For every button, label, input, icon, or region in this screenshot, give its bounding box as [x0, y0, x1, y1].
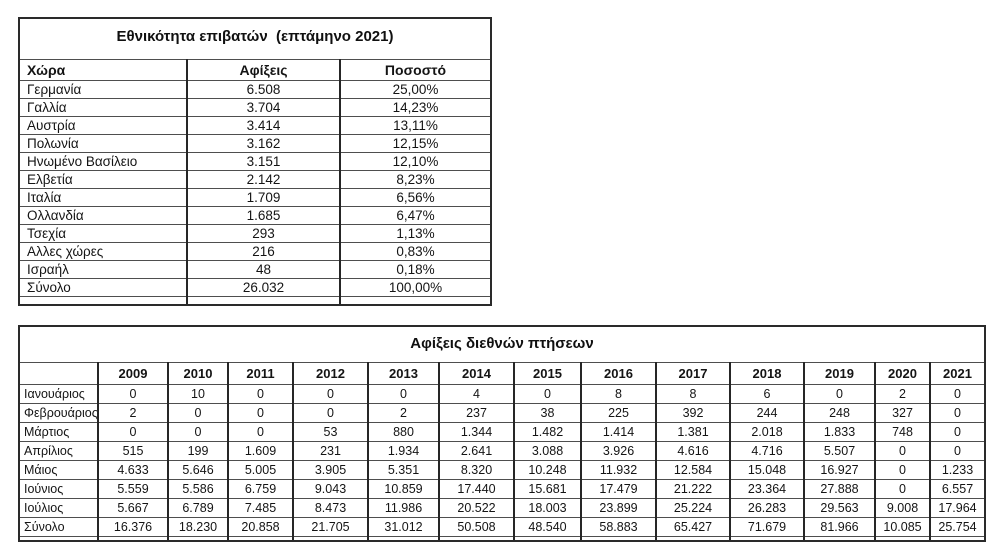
arrivals-cell: 3.151	[187, 153, 340, 171]
value-cell: 21.705	[293, 518, 368, 537]
month-cell: Μάρτιος	[20, 423, 98, 442]
value-cell: 11.932	[581, 461, 656, 480]
value-cell: 4.716	[730, 442, 804, 461]
table-row	[20, 261, 490, 279]
table-row	[20, 171, 490, 189]
table-row	[20, 243, 490, 261]
country-cell: Ελβετία	[20, 171, 187, 189]
value-cell: 0	[228, 385, 293, 404]
value-cell: 0	[293, 385, 368, 404]
spacer-cell	[293, 537, 368, 541]
flights-table-title: Αφίξεις διεθνών πτήσεων	[410, 335, 594, 352]
value-cell: 15.048	[730, 461, 804, 480]
value-cell: 20.522	[439, 499, 514, 518]
spacer-cell	[581, 537, 656, 541]
value-cell: 327	[875, 404, 930, 423]
arrivals-cell: 2.142	[187, 171, 340, 189]
value-cell: 10.859	[368, 480, 439, 499]
year-column-header: 2012	[293, 363, 368, 385]
month-cell: Ιούνιος	[20, 480, 98, 499]
year-column-header: 2014	[439, 363, 514, 385]
spacer-cell	[187, 297, 340, 305]
value-cell: 0	[168, 423, 228, 442]
value-cell: 0	[368, 385, 439, 404]
value-cell: 10	[168, 385, 228, 404]
value-cell: 27.888	[804, 480, 875, 499]
year-column-header: 2019	[804, 363, 875, 385]
flights-table-panel	[18, 325, 986, 542]
nationality-table-header	[20, 60, 490, 81]
value-cell: 237	[439, 404, 514, 423]
value-cell: 1.833	[804, 423, 875, 442]
value-cell: 0	[875, 480, 930, 499]
value-cell: 18.230	[168, 518, 228, 537]
value-cell: 1.381	[656, 423, 730, 442]
nationality-table-title: Εθνικότητα επιβατών (επτάμηνο 2021)	[116, 28, 394, 45]
table-header-row	[20, 363, 984, 385]
table-row	[20, 423, 984, 442]
value-cell: 26.283	[730, 499, 804, 518]
year-column-header: 2020	[875, 363, 930, 385]
value-cell: 1.233	[930, 461, 984, 480]
table-row	[20, 135, 490, 153]
value-cell: 25.754	[930, 518, 984, 537]
value-cell: 0	[98, 423, 168, 442]
value-cell: 23.364	[730, 480, 804, 499]
table-row	[20, 117, 490, 135]
country-cell: Ηνωμένο Βασίλειο	[20, 153, 187, 171]
value-cell: 0	[875, 461, 930, 480]
arrivals-cell: 48	[187, 261, 340, 279]
column-header: Χώρα	[20, 60, 187, 81]
country-cell: Αλλες χώρες	[20, 243, 187, 261]
value-cell: 3.905	[293, 461, 368, 480]
nationality-table-panel	[18, 17, 492, 306]
value-cell: 2	[875, 385, 930, 404]
percent-cell: 12,15%	[340, 135, 490, 153]
value-cell: 7.485	[228, 499, 293, 518]
value-cell: 231	[293, 442, 368, 461]
table-row	[20, 385, 984, 404]
value-cell: 5.559	[98, 480, 168, 499]
value-cell: 199	[168, 442, 228, 461]
value-cell: 880	[368, 423, 439, 442]
value-cell: 248	[804, 404, 875, 423]
value-cell: 2.641	[439, 442, 514, 461]
percent-cell: 1,13%	[340, 225, 490, 243]
year-column-header: 2021	[930, 363, 984, 385]
value-cell: 1.934	[368, 442, 439, 461]
table-row	[20, 189, 490, 207]
arrivals-cell: 1.685	[187, 207, 340, 225]
spacer-cell	[20, 297, 187, 305]
value-cell: 1.414	[581, 423, 656, 442]
country-cell: Ιταλία	[20, 189, 187, 207]
value-cell: 25.224	[656, 499, 730, 518]
value-cell: 515	[98, 442, 168, 461]
spacer-cell	[168, 537, 228, 541]
table-row	[20, 153, 490, 171]
country-cell: Σύνολο	[20, 279, 187, 297]
value-cell: 50.508	[439, 518, 514, 537]
value-cell: 3.926	[581, 442, 656, 461]
year-column-header: 2009	[98, 363, 168, 385]
spacer-cell	[228, 537, 293, 541]
year-column-header: 2017	[656, 363, 730, 385]
table-row	[20, 207, 490, 225]
value-cell: 6	[730, 385, 804, 404]
percent-cell: 12,10%	[340, 153, 490, 171]
value-cell: 4.633	[98, 461, 168, 480]
value-cell: 5.586	[168, 480, 228, 499]
value-cell: 0	[930, 442, 984, 461]
value-cell: 1.609	[228, 442, 293, 461]
value-cell: 10.085	[875, 518, 930, 537]
flights-table-header	[20, 363, 984, 385]
percent-cell: 0,18%	[340, 261, 490, 279]
value-cell: 0	[98, 385, 168, 404]
year-column-header: 2011	[228, 363, 293, 385]
value-cell: 0	[228, 404, 293, 423]
value-cell: 10.248	[514, 461, 581, 480]
flights-table-body	[20, 385, 984, 541]
value-cell: 16.376	[98, 518, 168, 537]
value-cell: 6.759	[228, 480, 293, 499]
value-cell: 0	[514, 385, 581, 404]
arrivals-cell: 6.508	[187, 81, 340, 99]
value-cell: 0	[804, 385, 875, 404]
country-cell: Πολωνία	[20, 135, 187, 153]
table-row	[20, 81, 490, 99]
spacer-cell	[439, 537, 514, 541]
table-row	[20, 518, 984, 537]
value-cell: 15.681	[514, 480, 581, 499]
table-row	[20, 404, 984, 423]
arrivals-cell: 3.162	[187, 135, 340, 153]
country-cell: Αυστρία	[20, 117, 187, 135]
value-cell: 0	[930, 404, 984, 423]
arrivals-cell: 216	[187, 243, 340, 261]
value-cell: 5.667	[98, 499, 168, 518]
country-cell: Γερμανία	[20, 81, 187, 99]
month-cell: Ιανουάριος	[20, 385, 98, 404]
month-cell: Απρίλιος	[20, 442, 98, 461]
value-cell: 17.479	[581, 480, 656, 499]
spacer-cell	[368, 537, 439, 541]
value-cell: 225	[581, 404, 656, 423]
value-cell: 2	[98, 404, 168, 423]
table-row	[20, 99, 490, 117]
month-column-header	[20, 363, 98, 385]
spacer-cell	[20, 537, 98, 541]
percent-cell: 8,23%	[340, 171, 490, 189]
arrivals-cell: 3.414	[187, 117, 340, 135]
table-row	[20, 461, 984, 480]
value-cell: 17.440	[439, 480, 514, 499]
value-cell: 1.344	[439, 423, 514, 442]
country-cell: Γαλλία	[20, 99, 187, 117]
value-cell: 0	[228, 423, 293, 442]
country-cell: Ολλανδία	[20, 207, 187, 225]
column-header: Ποσοστό	[340, 60, 490, 81]
value-cell: 8	[656, 385, 730, 404]
arrivals-cell: 1.709	[187, 189, 340, 207]
table-row	[20, 279, 490, 297]
country-cell: Τσεχία	[20, 225, 187, 243]
value-cell: 5.351	[368, 461, 439, 480]
value-cell: 6.789	[168, 499, 228, 518]
table-row	[20, 225, 490, 243]
arrivals-cell: 26.032	[187, 279, 340, 297]
value-cell: 748	[875, 423, 930, 442]
value-cell: 4.616	[656, 442, 730, 461]
percent-cell: 14,23%	[340, 99, 490, 117]
value-cell: 9.043	[293, 480, 368, 499]
year-column-header: 2010	[168, 363, 228, 385]
value-cell: 3.088	[514, 442, 581, 461]
value-cell: 81.966	[804, 518, 875, 537]
year-column-header: 2016	[581, 363, 656, 385]
value-cell: 11.986	[368, 499, 439, 518]
value-cell: 12.584	[656, 461, 730, 480]
value-cell: 244	[730, 404, 804, 423]
spacer-cell	[514, 537, 581, 541]
value-cell: 0	[168, 404, 228, 423]
percent-cell: 100,00%	[340, 279, 490, 297]
value-cell: 38	[514, 404, 581, 423]
spacer-cell	[930, 537, 984, 541]
spacer-cell	[340, 297, 490, 305]
table-row	[20, 499, 984, 518]
nationality-table	[20, 59, 490, 304]
month-cell: Φεβρουάριος	[20, 404, 98, 423]
percent-cell: 0,83%	[340, 243, 490, 261]
month-cell: Ιούλιος	[20, 499, 98, 518]
value-cell: 31.012	[368, 518, 439, 537]
value-cell: 0	[875, 442, 930, 461]
percent-cell: 13,11%	[340, 117, 490, 135]
value-cell: 2.018	[730, 423, 804, 442]
value-cell: 29.563	[804, 499, 875, 518]
year-column-header: 2015	[514, 363, 581, 385]
value-cell: 9.008	[875, 499, 930, 518]
value-cell: 1.482	[514, 423, 581, 442]
table-spacer-row	[20, 297, 490, 305]
spacer-cell	[875, 537, 930, 541]
value-cell: 5.507	[804, 442, 875, 461]
spacer-cell	[730, 537, 804, 541]
country-cell: Ισραήλ	[20, 261, 187, 279]
year-column-header: 2013	[368, 363, 439, 385]
value-cell: 71.679	[730, 518, 804, 537]
value-cell: 53	[293, 423, 368, 442]
value-cell: 8	[581, 385, 656, 404]
value-cell: 6.557	[930, 480, 984, 499]
table-header-row	[20, 60, 490, 81]
spacer-cell	[98, 537, 168, 541]
spacer-cell	[656, 537, 730, 541]
spacer-cell	[804, 537, 875, 541]
percent-cell: 6,47%	[340, 207, 490, 225]
value-cell: 5.646	[168, 461, 228, 480]
value-cell: 4	[439, 385, 514, 404]
value-cell: 8.320	[439, 461, 514, 480]
value-cell: 0	[930, 423, 984, 442]
column-header: Αφίξεις	[187, 60, 340, 81]
table-spacer-row	[20, 537, 984, 541]
arrivals-cell: 293	[187, 225, 340, 243]
value-cell: 0	[293, 404, 368, 423]
value-cell: 16.927	[804, 461, 875, 480]
value-cell: 0	[930, 385, 984, 404]
value-cell: 17.964	[930, 499, 984, 518]
value-cell: 392	[656, 404, 730, 423]
value-cell: 5.005	[228, 461, 293, 480]
value-cell: 8.473	[293, 499, 368, 518]
nationality-table-body	[20, 81, 490, 305]
month-cell: Μάιος	[20, 461, 98, 480]
value-cell: 48.540	[514, 518, 581, 537]
percent-cell: 6,56%	[340, 189, 490, 207]
value-cell: 65.427	[656, 518, 730, 537]
table-row	[20, 442, 984, 461]
month-cell: Σύνολο	[20, 518, 98, 537]
flights-table	[20, 362, 984, 540]
table-row	[20, 480, 984, 499]
value-cell: 18.003	[514, 499, 581, 518]
value-cell: 23.899	[581, 499, 656, 518]
value-cell: 20.858	[228, 518, 293, 537]
arrivals-cell: 3.704	[187, 99, 340, 117]
value-cell: 2	[368, 404, 439, 423]
year-column-header: 2018	[730, 363, 804, 385]
percent-cell: 25,00%	[340, 81, 490, 99]
value-cell: 21.222	[656, 480, 730, 499]
value-cell: 58.883	[581, 518, 656, 537]
